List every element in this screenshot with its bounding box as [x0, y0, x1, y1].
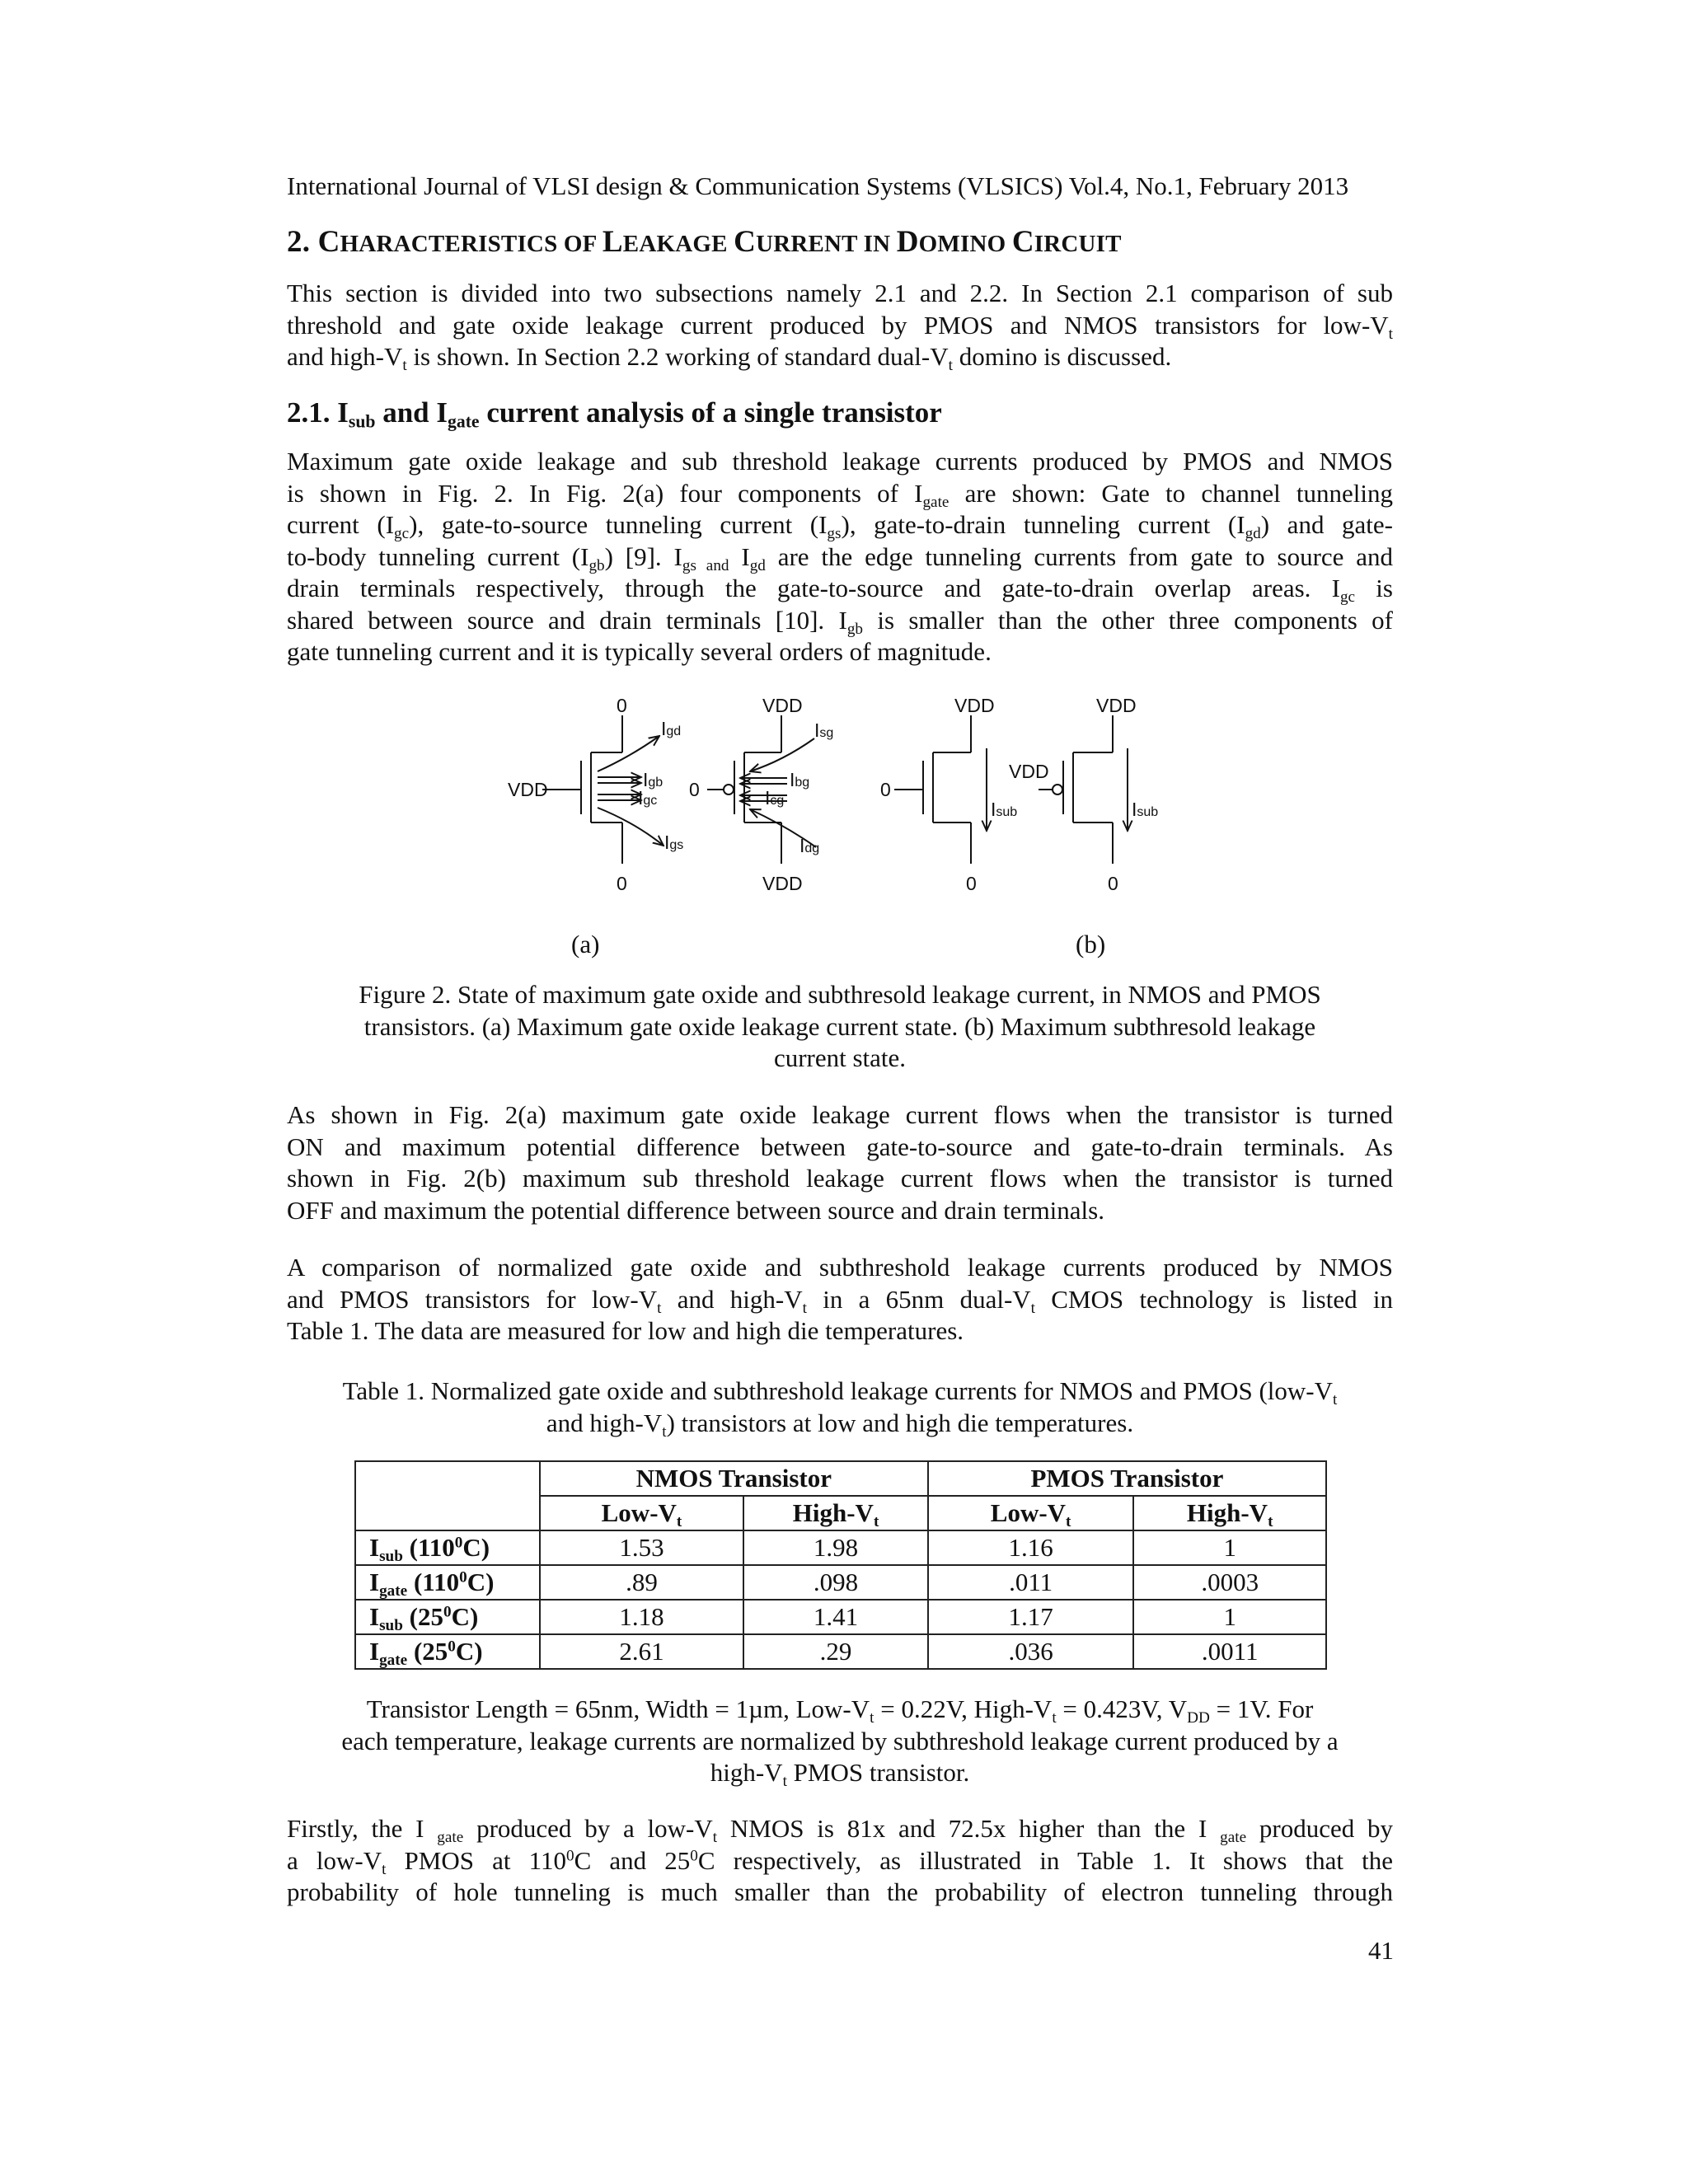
paragraph-comparison: A comparison of normalized gate oxide and subthreshold leakage currents produced by NMOS and PMOS transistors for low-$V_t$ and high-$V_t$ in a 65nm dual-$V_t$ CMOS technology is listed in Table 1. The data are measured for low and high die temperatures. — [287, 1253, 1393, 1345]
table-cell: 1.17 — [928, 1600, 1134, 1634]
section-title: 2. CHARACTERISTICS OF LEAKAGE CURRENT IN DOMINO CIRCUIT — [287, 225, 1122, 259]
svg-text:VDD: VDD — [508, 779, 548, 800]
table-cell: 1 — [1133, 1600, 1326, 1634]
pmos-low-vt-header: Low-$V_t$ — [928, 1496, 1134, 1530]
table-row — [355, 1600, 1326, 1634]
svg-text:0: 0 — [880, 779, 891, 800]
table-cell: .036 — [928, 1634, 1134, 1669]
subsection-title: 2.1. $I_{sub}$ and $I_{gate}$ current analysis of a single transistor — [287, 396, 942, 432]
nmos-header: NMOS Transistor — [540, 1461, 928, 1496]
table-header-vt-row — [355, 1496, 1326, 1530]
table-cell: 1.53 — [540, 1530, 744, 1565]
svg-text:Idg: Idg — [799, 835, 820, 856]
table-cell: .0003 — [1133, 1565, 1326, 1600]
svg-text:0: 0 — [966, 873, 977, 894]
table-header-group-row — [355, 1461, 1326, 1496]
svg-text:0: 0 — [617, 695, 627, 716]
table-caption: Table 1. Normalized gate oxide and subthreshold leakage currents for NMOS and PMOS ($low-V_t$ and high-$V_t$) transistors at low and high die temperatures. — [342, 1376, 1338, 1441]
row-label: $I_{gate}$ $(110^0C)$ — [355, 1565, 540, 1600]
svg-text:0: 0 — [1108, 873, 1118, 894]
svg-text:Igd: Igd — [661, 718, 682, 739]
table-cell: 1 — [1133, 1530, 1326, 1565]
table-row — [355, 1634, 1326, 1669]
table-cell: 1.16 — [928, 1530, 1134, 1565]
svg-text:VDD: VDD — [762, 695, 803, 716]
row-label: $I_{sub}$ $(110^0C)$ — [355, 1530, 540, 1565]
svg-text:Igs: Igs — [664, 832, 684, 853]
running-head: International Journal of VLSI design & Communication Systems (VLSICS) Vol.4, No.1, February 2013 — [287, 171, 1349, 200]
svg-text:Igc: Igc — [638, 787, 658, 808]
table-cell: .89 — [540, 1565, 744, 1600]
page-number: 41 — [1368, 1936, 1394, 1965]
row-label: $I_{gate}$ $(25^0C)$ — [355, 1634, 540, 1669]
svg-text:Ibg: Ibg — [790, 769, 810, 790]
row-label: $I_{sub}$ $(25^0C)$ — [355, 1600, 540, 1634]
svg-text:Icg: Icg — [765, 787, 785, 808]
svg-text:Isub: Isub — [1132, 799, 1159, 820]
figure-caption: Figure 2. State of maximum gate oxide and subthresold leakage current, in NMOS and PMOS transistors. (a) Maximum gate oxide leakage current state. (b) Maximum subthresold leakage current state. — [359, 980, 1321, 1072]
svg-text:Isg: Isg — [814, 719, 834, 741]
nmos-low-vt-header: Low-$V_t$ — [540, 1496, 744, 1530]
table-row — [355, 1530, 1326, 1565]
svg-text:VDD: VDD — [1009, 761, 1049, 782]
table-cell: .098 — [743, 1565, 928, 1600]
table-cell: 1.41 — [743, 1600, 928, 1634]
svg-text:VDD: VDD — [1096, 695, 1137, 716]
figure-label-b: (b) — [1076, 930, 1106, 958]
figure-2 — [478, 691, 1236, 905]
svg-text:Isub: Isub — [991, 799, 1018, 820]
svg-text:0: 0 — [689, 779, 700, 800]
pmos-header: PMOS Transistor — [928, 1461, 1326, 1496]
svg-text:VDD: VDD — [954, 695, 995, 716]
table-cell: 1.98 — [743, 1530, 928, 1565]
nmos-high-vt-header: High-$V_t$ — [743, 1496, 928, 1530]
table-cell: .0011 — [1133, 1634, 1326, 1669]
table-cell: .011 — [928, 1565, 1134, 1600]
table-row — [355, 1565, 1326, 1600]
paragraph-gate-leakage: Maximum gate oxide leakage and sub threshold leakage currents produced by PMOS and NMOS is shown in Fig. 2. In Fig. 2(a) four components of $I_{gate}$ are shown: Gate to channel tunneling current $(I_{gc})$, gate-to-source tunneling current $(I_{gs})$, gate-to-drain tunneling current $(I_{gd})$ and gate- to-body tunneling current $(I_{gb})$ [9]. $I_{gs and}$ $I_{gd}$ are the edge tunneling currents from gate to source and drain terminals respectively, through the gate-to-source and gate-to-drain overlap areas. $I_{gc}$ is shared between source and drain terminals [10]. $I_{gb}$ is smaller than the other three components of gate tunneling current and it is typically several orders of magnitude. — [287, 447, 1394, 666]
figure-label-a: (a) — [571, 930, 600, 958]
table-cell: 1.18 — [540, 1600, 744, 1634]
svg-text:VDD: VDD — [762, 873, 803, 894]
table-note: Transistor Length = 65nm, Width = 1µm, Low-$V_t = 0.22V$, High-$V_t = 0.423V$, $V_{DD} = 1V$. For each temperature, leakage currents are normalized by subthreshold leakage current produced by a high-$V_t$ PMOS transistor. — [341, 1694, 1339, 1790]
svg-text:Igb: Igb — [643, 769, 663, 790]
paragraph-max-leakage: As shown in Fig. 2(a) maximum gate oxide leakage current flows when the transistor is turned ON and maximum potential difference between gate-to-source and gate-to-drain terminals. As shown in Fig. 2(b) maximum sub threshold leakage current flows when the transistor is turned OFF and maximum the potential difference between source and drain terminals. — [287, 1100, 1393, 1225]
leakage-table — [354, 1460, 1327, 1670]
table-cell: 2.61 — [540, 1634, 744, 1669]
paragraph-firstly: Firstly, the I $_{gate}$ produced by a low-$V_t$ NMOS is 81x and 72.5x higher than the I $_{gate}$ produced by a low-$V_t$ PMOS at $110^0C$ and $25^0C$ respectively, as illustrated in Table 1. It shows that the probability of hole tunneling is much smaller than the probability of electron tunneling through — [287, 1814, 1394, 1906]
table-cell: .29 — [743, 1634, 928, 1669]
svg-text:0: 0 — [617, 873, 627, 894]
pmos-high-vt-header: High-$V_t$ — [1133, 1496, 1326, 1530]
intro-paragraph: This section is divided into two subsections namely 2.1 and 2.2. In Section 2.1 comparison of sub threshold and gate oxide leakage current produced by PMOS and NMOS transistors for low-$V_t$ and high-$V_t$ is shown. In Section 2.2 working of standard dual-$V_t$ domino is discussed. — [287, 279, 1393, 374]
